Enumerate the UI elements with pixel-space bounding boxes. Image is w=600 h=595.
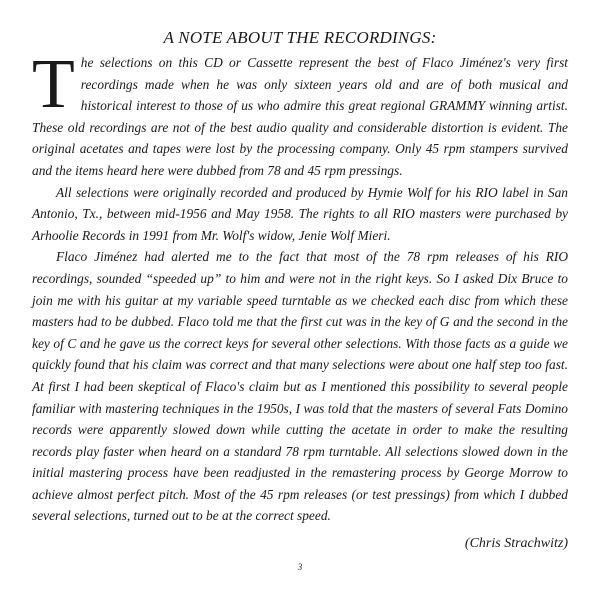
paragraph-speed-correction: Flaco Jiménez had alerted me to the fact that most of the 78 rpm releases of his RIO recordings, sounded “speeded up” to him and were not in the right keys. So I asked Dix Bruce to join me with his guitar at my variable speed turntable as we checked each disc from which these masters had to be dubbed. Flaco told me that the first cut was in the key of G and the second in the key of C and he gave us the correct keys for several other selections. With those facts as a guide we quickly found that his claim was correct and that many selections were about one half step too fast. At first I had been skeptical of Flaco's claim but as I mentioned this possibility to several people familiar with mastering techniques in the 1950s, I was told that the masters of several Fats Domino records were apparently slowed down while cutting the acetate in order to make the resulting records play faster when heard on a standard 78 rpm turntable. All selections slowed down in the initial mastering process have been readjusted in the remastering process by George Morrow to achieve almost perfect pitch. Most of the 45 rpm releases (or test pressings) from which I dubbed several selections, turned out to be at the correct speed. [32, 249, 568, 524]
paragraph-intro-text: he selections on this CD or Cassette represent the best of Flaco Jiménez's very first recordings made when he was only sixteen years old and are of both musical and historical interest to those of us who admire this great regional GRAMMY winning artist. These old recordings are not of the best audio quality and considerable distortion is evident. The original acetates and tapes were lost by the processing company. Only 45 rpm stampers survived and the items heard here were dubbed from 78 and 45 rpm pressings. [32, 55, 568, 178]
paragraph-rio-label: All selections were originally recorded and produced by Hymie Wolf for his RIO label in San Antonio, Tx., between mid-1956 and May 1958. The rights to all RIO masters were purchased by Arhoolie Records in 1991 from Mr. Wolf's widow, Jenie Wolf Mieri. [32, 184, 568, 243]
author-signature: (Chris Strachwitz) [464, 536, 568, 551]
page-number: 3 [297, 562, 303, 572]
notes-body [32, 46, 568, 527]
drop-cap: T [32, 46, 75, 123]
page-title: A NOTE ABOUT THE RECORDINGS: [163, 28, 437, 47]
paragraph-intro [32, 46, 568, 182]
